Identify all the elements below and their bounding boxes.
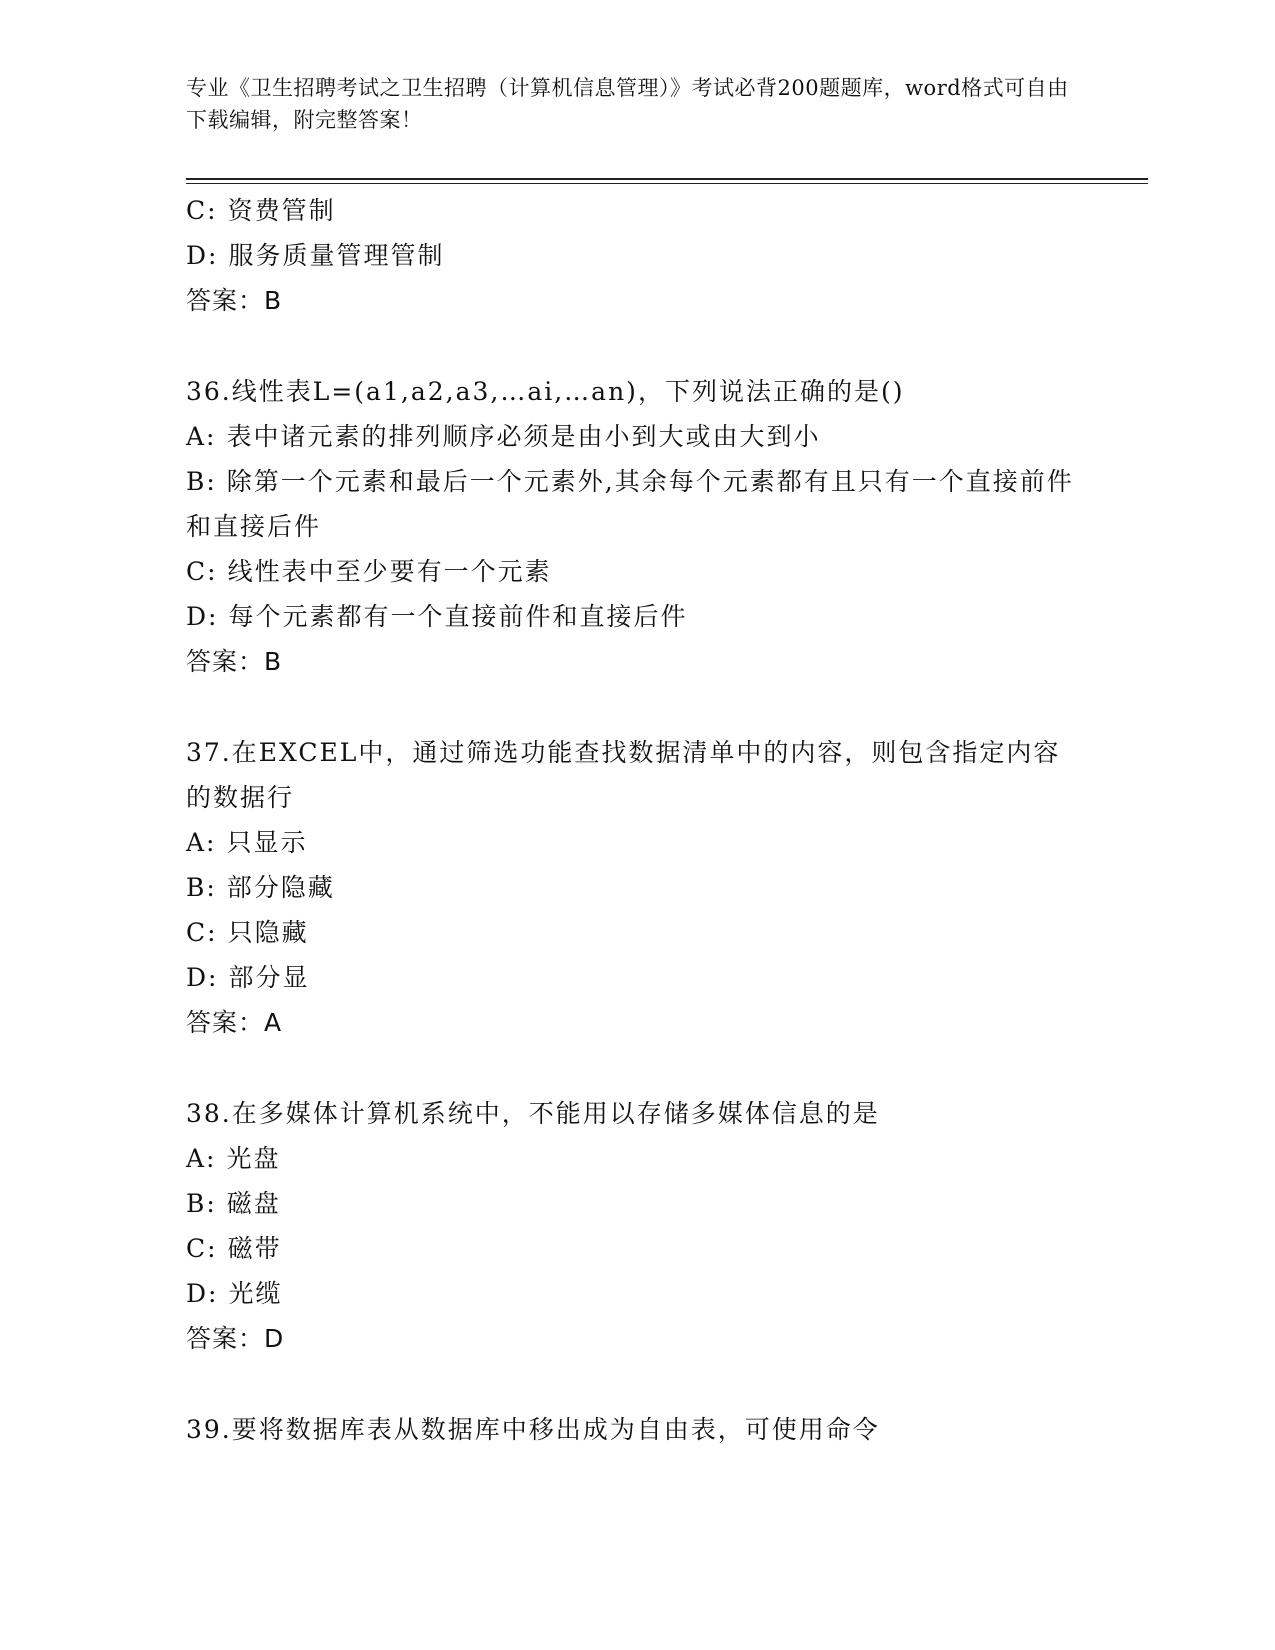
option-d (186, 594, 1086, 639)
option-label: D: (186, 963, 219, 992)
answer-line: 答案：D (186, 1324, 285, 1353)
option-text: 光盘 (226, 1144, 281, 1173)
option-label: B: (186, 873, 217, 902)
option-text: 磁盘 (226, 1189, 281, 1218)
option-text: 磁带 (227, 1234, 282, 1263)
document-header: 专业《卫生招聘考试之卫生招聘（计算机信息管理）》考试必背200题题库，word格式可自由下载编辑，附完整答案！ (186, 76, 1069, 132)
option-c (186, 188, 1086, 233)
option-b (186, 459, 1086, 549)
option-label: C: (186, 196, 218, 225)
option-text: 服务质量管理管制 (228, 241, 445, 270)
header-rule-thick (186, 178, 1148, 180)
answer-line: 答案：B (186, 286, 283, 315)
question-36 (186, 369, 1086, 684)
option-text: 光缆 (228, 1279, 283, 1308)
option-label: A: (186, 422, 217, 451)
question-38 (186, 1091, 1086, 1361)
question-35-continuation (186, 188, 1086, 323)
option-text: 除第一个元素和最后一个元素外,其余每个元素都有且只有一个直接前件和直接后件 (186, 467, 1074, 541)
question-stem: 37.在EXCEL中，通过筛选功能查找数据清单中的内容，则包含指定内容的数据行 (186, 738, 1061, 812)
option-c (186, 910, 1086, 955)
option-label: C: (186, 1234, 218, 1263)
option-b (186, 1181, 1086, 1226)
option-label: A: (186, 828, 217, 857)
question-39 (186, 1407, 1086, 1452)
option-text: 每个元素都有一个直接前件和直接后件 (228, 602, 688, 631)
option-a (186, 820, 1086, 865)
question-list (186, 188, 1086, 1452)
question-37 (186, 730, 1086, 1045)
option-text: 只隐藏 (227, 918, 309, 947)
option-b (186, 865, 1086, 910)
option-c (186, 549, 1086, 594)
option-label: D: (186, 241, 219, 270)
answer-line: 答案：B (186, 647, 283, 676)
question-stem: 38.在多媒体计算机系统中，不能用以存储多媒体信息的是 (186, 1099, 880, 1128)
option-d (186, 233, 1086, 278)
answer-line: 答案：A (186, 1008, 283, 1037)
option-d (186, 955, 1086, 1000)
option-label: C: (186, 918, 218, 947)
option-text: 线性表中至少要有一个元素 (227, 557, 552, 586)
header-rule-thin (186, 183, 1148, 184)
option-text: 只显示 (226, 828, 308, 857)
question-stem: 36.线性表L=(a1,a2,a3,…ai,…an)，下列说法正确的是() (186, 377, 905, 406)
option-label: B: (186, 1189, 217, 1218)
option-text: 部分显 (228, 963, 310, 992)
question-stem: 39.要将数据库表从数据库中移出成为自由表，可使用命令 (186, 1415, 880, 1444)
option-text: 表中诸元素的排列顺序必须是由小到大或由大到小 (226, 422, 821, 451)
option-text: 部分隐藏 (226, 873, 335, 902)
option-a (186, 1136, 1086, 1181)
option-label: D: (186, 602, 219, 631)
option-label: A: (186, 1144, 217, 1173)
option-text: 资费管制 (227, 196, 336, 225)
option-d (186, 1271, 1086, 1316)
option-label: C: (186, 557, 218, 586)
option-label: D: (186, 1279, 219, 1308)
option-c (186, 1226, 1086, 1271)
option-a (186, 414, 1086, 459)
option-label: B: (186, 467, 217, 496)
